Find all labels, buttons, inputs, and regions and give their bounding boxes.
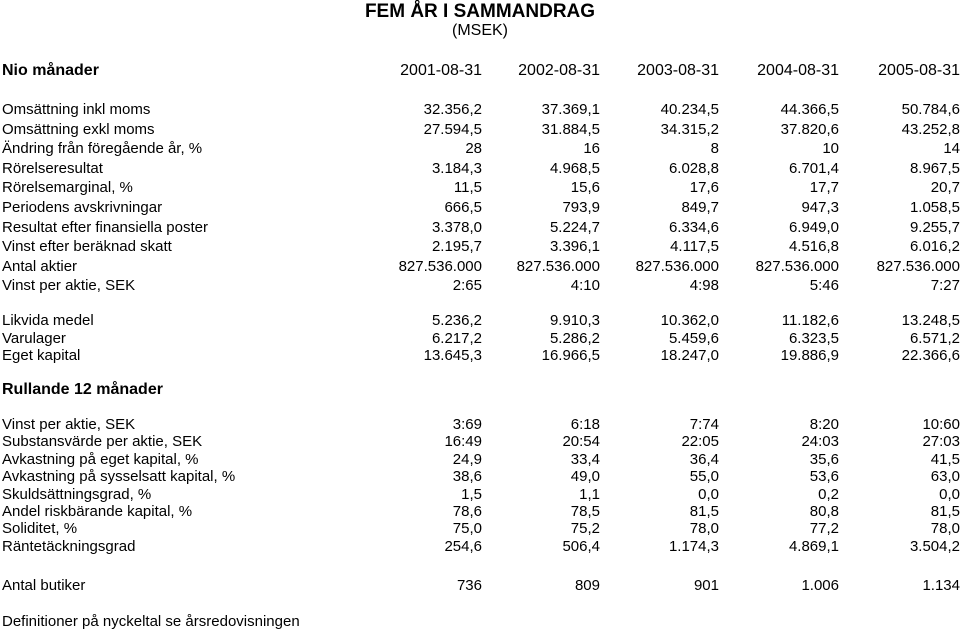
table-cell: 3:69 (452, 416, 482, 433)
table-cell: 9.255,7 (909, 219, 960, 236)
table-row (0, 312, 960, 330)
row-label: Andel riskbärande kapital, % (2, 503, 193, 520)
table-cell: 40.234,5 (660, 101, 719, 118)
section-heading-rolling: Rullande 12 månader (2, 381, 163, 398)
table-cell: 6.016,2 (909, 238, 960, 255)
row-label: Antal aktier (2, 258, 78, 275)
column-header: 2005-08-31 (878, 62, 960, 79)
table-row (0, 468, 960, 486)
table-row (0, 160, 960, 178)
table-cell: 9.910,3 (549, 312, 600, 329)
table-cell: 50.784,6 (901, 101, 960, 118)
table-cell: 55,0 (689, 468, 719, 485)
table-cell: 75,0 (452, 520, 482, 537)
table-cell: 5.236,2 (431, 312, 482, 329)
table-cell: 41,5 (930, 451, 960, 468)
table-row (0, 433, 960, 451)
column-header: 2001-08-31 (400, 62, 482, 79)
table-cell: 793,9 (562, 199, 600, 216)
table-cell: 6.334,6 (668, 219, 719, 236)
table-cell: 78,0 (930, 520, 960, 537)
table-cell: 5:46 (809, 277, 839, 294)
table-cell: 6.701,4 (788, 160, 839, 177)
table-row (0, 347, 960, 365)
table-cell: 43.252,8 (901, 121, 960, 138)
table-cell: 5.459,6 (668, 330, 719, 347)
table-cell: 8:20 (809, 416, 839, 433)
table-cell: 6.949,0 (788, 219, 839, 236)
table-cell: 827.536.000 (635, 258, 719, 275)
table-row (0, 416, 960, 434)
table-cell: 5.224,7 (549, 219, 600, 236)
table-cell: 31.884,5 (541, 121, 600, 138)
table-cell: 6:18 (570, 416, 600, 433)
table-cell: 947,3 (801, 199, 839, 216)
table-cell: 809 (574, 577, 600, 594)
table-cell: 11.182,6 (781, 312, 839, 329)
table-cell: 18.247,0 (660, 347, 719, 364)
table-cell: 8 (710, 140, 719, 157)
table-cell: 34.315,2 (660, 121, 719, 138)
table-cell: 4:98 (689, 277, 719, 294)
table-cell: 22:05 (681, 433, 719, 450)
table-cell: 78,0 (689, 520, 719, 537)
table-cell: 20:54 (562, 433, 600, 450)
column-header: 2003-08-31 (637, 62, 719, 79)
table-row (0, 538, 960, 556)
table-cell: 827.536.000 (398, 258, 482, 275)
table-cell: 19.886,9 (780, 347, 839, 364)
table-cell: 1.058,5 (909, 199, 960, 216)
table-cell: 0,2 (818, 486, 839, 503)
table-cell: 1.134 (922, 577, 960, 594)
table-cell: 2:65 (452, 277, 482, 294)
table-cell: 81,5 (930, 503, 960, 520)
row-label: Räntetäckningsgrad (2, 538, 136, 555)
table-cell: 5.286,2 (549, 330, 600, 347)
row-label: Rörelsemarginal, % (2, 179, 133, 196)
table-cell: 11,5 (453, 179, 482, 196)
table-cell: 7:74 (689, 416, 719, 433)
table-cell: 27.594,5 (423, 121, 482, 138)
table-cell: 3.184,3 (431, 160, 482, 177)
row-label: Vinst per aktie, SEK (2, 277, 136, 294)
table-row (0, 520, 960, 538)
table-cell: 6.028,8 (668, 160, 719, 177)
table-cell: 33,4 (570, 451, 600, 468)
table-cell: 44.366,5 (780, 101, 839, 118)
table-cell: 4.516,8 (788, 238, 839, 255)
table-cell: 6.217,2 (431, 330, 482, 347)
table-cell: 254,6 (444, 538, 482, 555)
table-cell: 22.366,6 (901, 347, 960, 364)
table-cell: 63,0 (930, 468, 960, 485)
column-header: 2002-08-31 (518, 62, 600, 79)
row-label: Avkastning på eget kapital, % (2, 451, 199, 468)
row-label: Avkastning på sysselsatt kapital, % (2, 468, 236, 485)
table-cell: 10 (822, 140, 839, 157)
table-cell: 827.536.000 (755, 258, 839, 275)
table-row (0, 577, 960, 595)
table-cell: 24,9 (452, 451, 482, 468)
table-row (0, 121, 960, 139)
table-row (0, 258, 960, 276)
table-row (0, 140, 960, 158)
table-cell: 4.968,5 (549, 160, 600, 177)
table-cell: 1.006 (801, 577, 839, 594)
table-cell: 2.195,7 (431, 238, 482, 255)
table-cell: 10.362,0 (660, 312, 719, 329)
table-cell: 36,4 (689, 451, 719, 468)
table-cell: 37.369,1 (541, 101, 600, 118)
table-cell: 37.820,6 (780, 121, 839, 138)
table-cell: 4.869,1 (788, 538, 839, 555)
table-cell: 27:03 (922, 433, 960, 450)
page-subtitle: (MSEK) (452, 22, 508, 39)
table-cell: 28 (465, 140, 482, 157)
table-cell: 8.967,5 (909, 160, 960, 177)
table-cell: 15,6 (570, 179, 600, 196)
table-cell: 17,7 (809, 179, 839, 196)
table-cell: 666,5 (444, 199, 482, 216)
table-row (0, 451, 960, 469)
table-cell: 506,4 (562, 538, 600, 555)
table-cell: 78,6 (452, 503, 482, 520)
table-row (0, 277, 960, 295)
table-cell: 38,6 (452, 468, 482, 485)
table-cell: 1,1 (579, 486, 600, 503)
table-row (0, 503, 960, 521)
row-label: Varulager (2, 330, 66, 347)
table-cell: 3.378,0 (431, 219, 482, 236)
table-cell: 49,0 (570, 468, 600, 485)
table-cell: 81,5 (689, 503, 719, 520)
table-cell: 78,5 (570, 503, 600, 520)
table-cell: 10:60 (922, 416, 960, 433)
column-header-row (0, 62, 960, 80)
table-cell: 17,6 (689, 179, 719, 196)
row-label: Skuldsättningsgrad, % (2, 486, 152, 503)
table-row (0, 219, 960, 237)
table-cell: 3.504,2 (909, 538, 960, 555)
table-cell: 35,6 (809, 451, 839, 468)
table-cell: 80,8 (809, 503, 839, 520)
table-cell: 4.117,5 (670, 238, 719, 255)
table-cell: 6.571,2 (909, 330, 960, 347)
row-label: Vinst per aktie, SEK (2, 416, 136, 433)
footnote: Definitioner på nyckeltal se årsredovisningen (2, 613, 300, 630)
table-cell: 77,2 (809, 520, 839, 537)
table-cell: 24:03 (801, 433, 839, 450)
table-row (0, 330, 960, 348)
table-cell: 20,7 (930, 179, 960, 196)
row-label: Omsättning exkl moms (2, 121, 155, 138)
table-cell: 736 (456, 577, 482, 594)
table-cell: 7:27 (930, 277, 960, 294)
table-cell: 53,6 (809, 468, 839, 485)
row-label: Antal butiker (2, 577, 86, 594)
header-label: Nio månader (2, 62, 99, 79)
table-cell: 827.536.000 (516, 258, 600, 275)
table-cell: 1.174,3 (668, 538, 719, 555)
table-row (0, 101, 960, 119)
row-label: Likvida medel (2, 312, 94, 329)
table-row (0, 486, 960, 504)
row-label: Periodens avskrivningar (2, 199, 163, 216)
table-cell: 13.645,3 (423, 347, 482, 364)
table-cell: 827.536.000 (876, 258, 960, 275)
table-cell: 16 (583, 140, 600, 157)
table-cell: 75,2 (570, 520, 600, 537)
row-label: Substansvärde per aktie, SEK (2, 433, 203, 450)
table-cell: 16:49 (444, 433, 482, 450)
table-cell: 32.356,2 (423, 101, 482, 118)
column-header: 2004-08-31 (757, 62, 839, 79)
table-cell: 1,5 (461, 486, 482, 503)
table-cell: 849,7 (681, 199, 719, 216)
table-cell: 901 (693, 577, 719, 594)
table-cell: 16.966,5 (541, 347, 600, 364)
table-cell: 0,0 (698, 486, 719, 503)
row-label: Ändring från föregående år, % (2, 140, 203, 157)
table-cell: 14 (943, 140, 960, 157)
table-cell: 13.248,5 (901, 312, 960, 329)
page-title: FEM ÅR I SAMMANDRAG (364, 1, 596, 22)
table-row (0, 179, 960, 197)
table-cell: 6.323,5 (788, 330, 839, 347)
table-cell: 3.396,1 (549, 238, 600, 255)
row-label: Soliditet, % (2, 520, 78, 537)
row-label: Eget kapital (2, 347, 81, 364)
row-label: Resultat efter finansiella poster (2, 219, 208, 236)
row-label: Omsättning inkl moms (2, 101, 151, 118)
table-cell: 0,0 (939, 486, 960, 503)
row-label: Vinst efter beräknad skatt (2, 238, 172, 255)
table-cell: 4:10 (570, 277, 600, 294)
table-row (0, 199, 960, 217)
table-row (0, 238, 960, 256)
row-label: Rörelseresultat (2, 160, 103, 177)
